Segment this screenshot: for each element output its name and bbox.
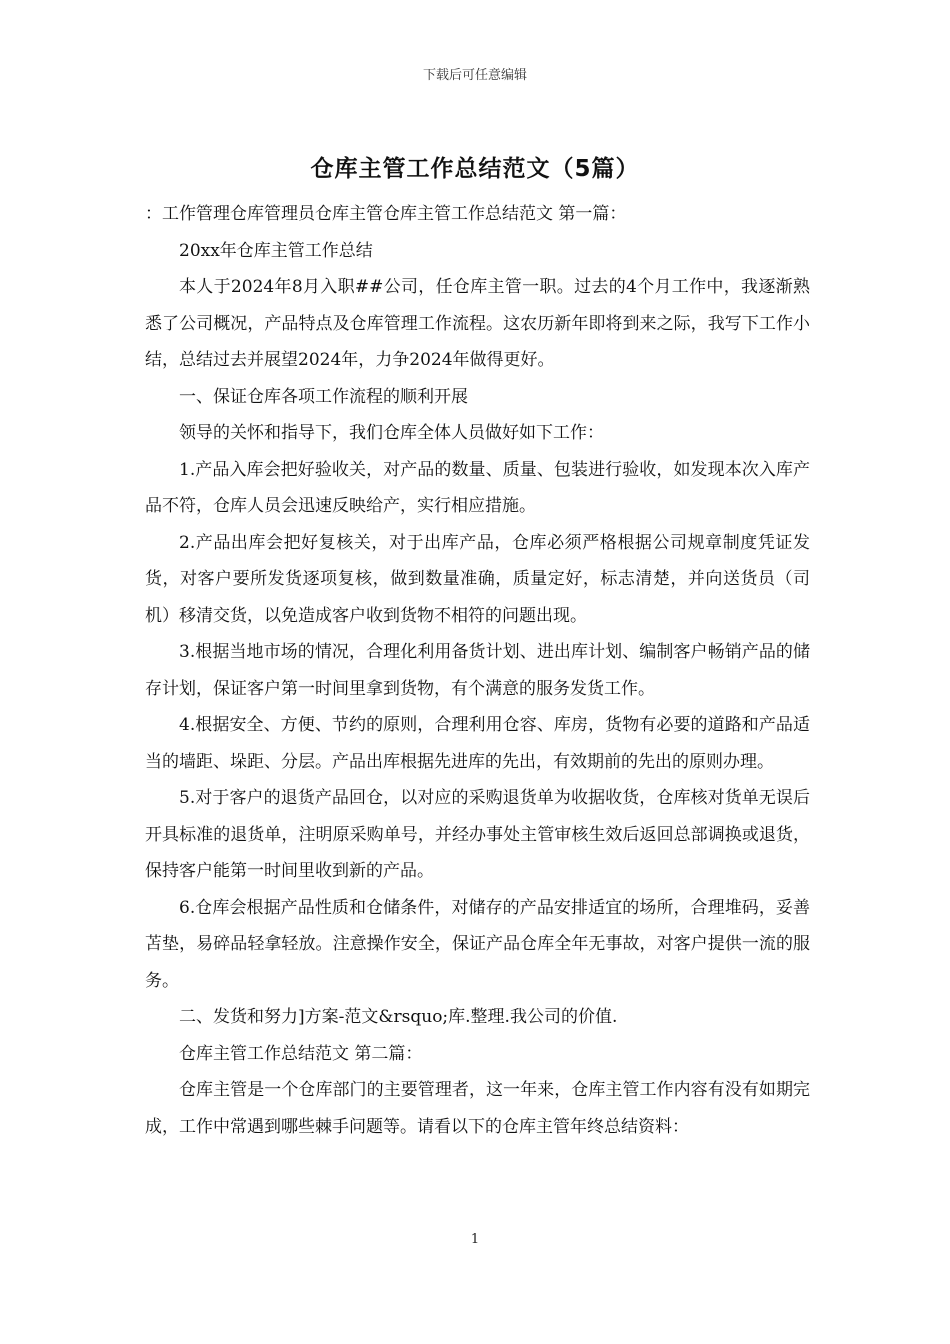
document-body [145, 196, 810, 1145]
paragraph-subtitle: 20xx年仓库主管工作总结 [179, 240, 373, 261]
list-item: 4.根据安全、方便、节约的原则，合理利用仓容、库房，货物有必要的道路和产品适当的墙距、垛距、分层。产品出库根据先进库的先出，有效期前的先出的原则办理。 [145, 715, 810, 772]
list-item: 2.产品出库会把好复核关，对于出库产品，仓库必须严格根据公司规章制度凭证发货，对客户要所发货逐项复核，做到数量准确，质量定好，标志清楚，并向送货员（司机）移清交货，以免造成客户收到货物不相符的问题出现。 [145, 532, 810, 626]
paragraph: 领导的关怀和指导下，我们仓库全体人员做好如下工作： [179, 423, 604, 443]
paragraph-intro: ：工作管理仓库管理员仓库主管仓库主管工作总结范文 第一篇： [145, 204, 627, 224]
section-heading: 一、保证仓库各项工作流程的顺利开展 [179, 386, 468, 407]
section-heading: 二、发货和努力]方案-范文&rsquo;库.整理.我公司的价值. [179, 1007, 618, 1027]
document-title: 仓库主管工作总结范文（5篇） [310, 156, 640, 182]
paragraph-subtitle: 仓库主管工作总结范文 第二篇： [179, 1043, 423, 1064]
paragraph: 本人于2024年8月入职##公司，任仓库主管一职。过去的4个月工作中，我逐渐熟悉了公司概况，产品特点及仓库管理工作流程。这农历新年即将到来之际，我写下工作小结，总结过去并展望2024年，力争2024年做得更好。 [145, 277, 810, 370]
paragraph: 仓库主管是一个仓库部门的主要管理者，这一年来，仓库主管工作内容有没有如期完成，工作中常遇到哪些棘手问题等。请看以下的仓库主管年终总结资料： [145, 1080, 810, 1137]
list-item: 6.仓库会根据产品性质和仓储条件，对储存的产品安排适宜的场所，合理堆码，妥善苫垫，易碎品轻拿轻放。注意操作安全，保证产品仓库全年无事故，对客户提供一流的服务。 [145, 897, 810, 991]
list-item: 5.对于客户的退货产品回仓，以对应的采购退货单为收据收货，仓库核对货单无误后开具标准的退货单，注明原采购单号，并经办事处主管审核生效后返回总部调换或退货，保持客户能第一时间里收到新的产品。 [145, 788, 810, 881]
list-item: 1.产品入库会把好验收关，对产品的数量、质量、包装进行验收，如发现本次入库产品不符，仓库人员会迅速反映给产，实行相应措施。 [145, 459, 810, 516]
page-header-note: 下载后可任意编辑 [422, 68, 527, 83]
list-item: 3.根据当地市场的情况，合理化利用备货计划、进出库计划、编制客户畅销产品的储存计划，保证客户第一时间里拿到货物，有个满意的服务发货工作。 [145, 642, 810, 699]
page-number: 1 [470, 1232, 480, 1247]
